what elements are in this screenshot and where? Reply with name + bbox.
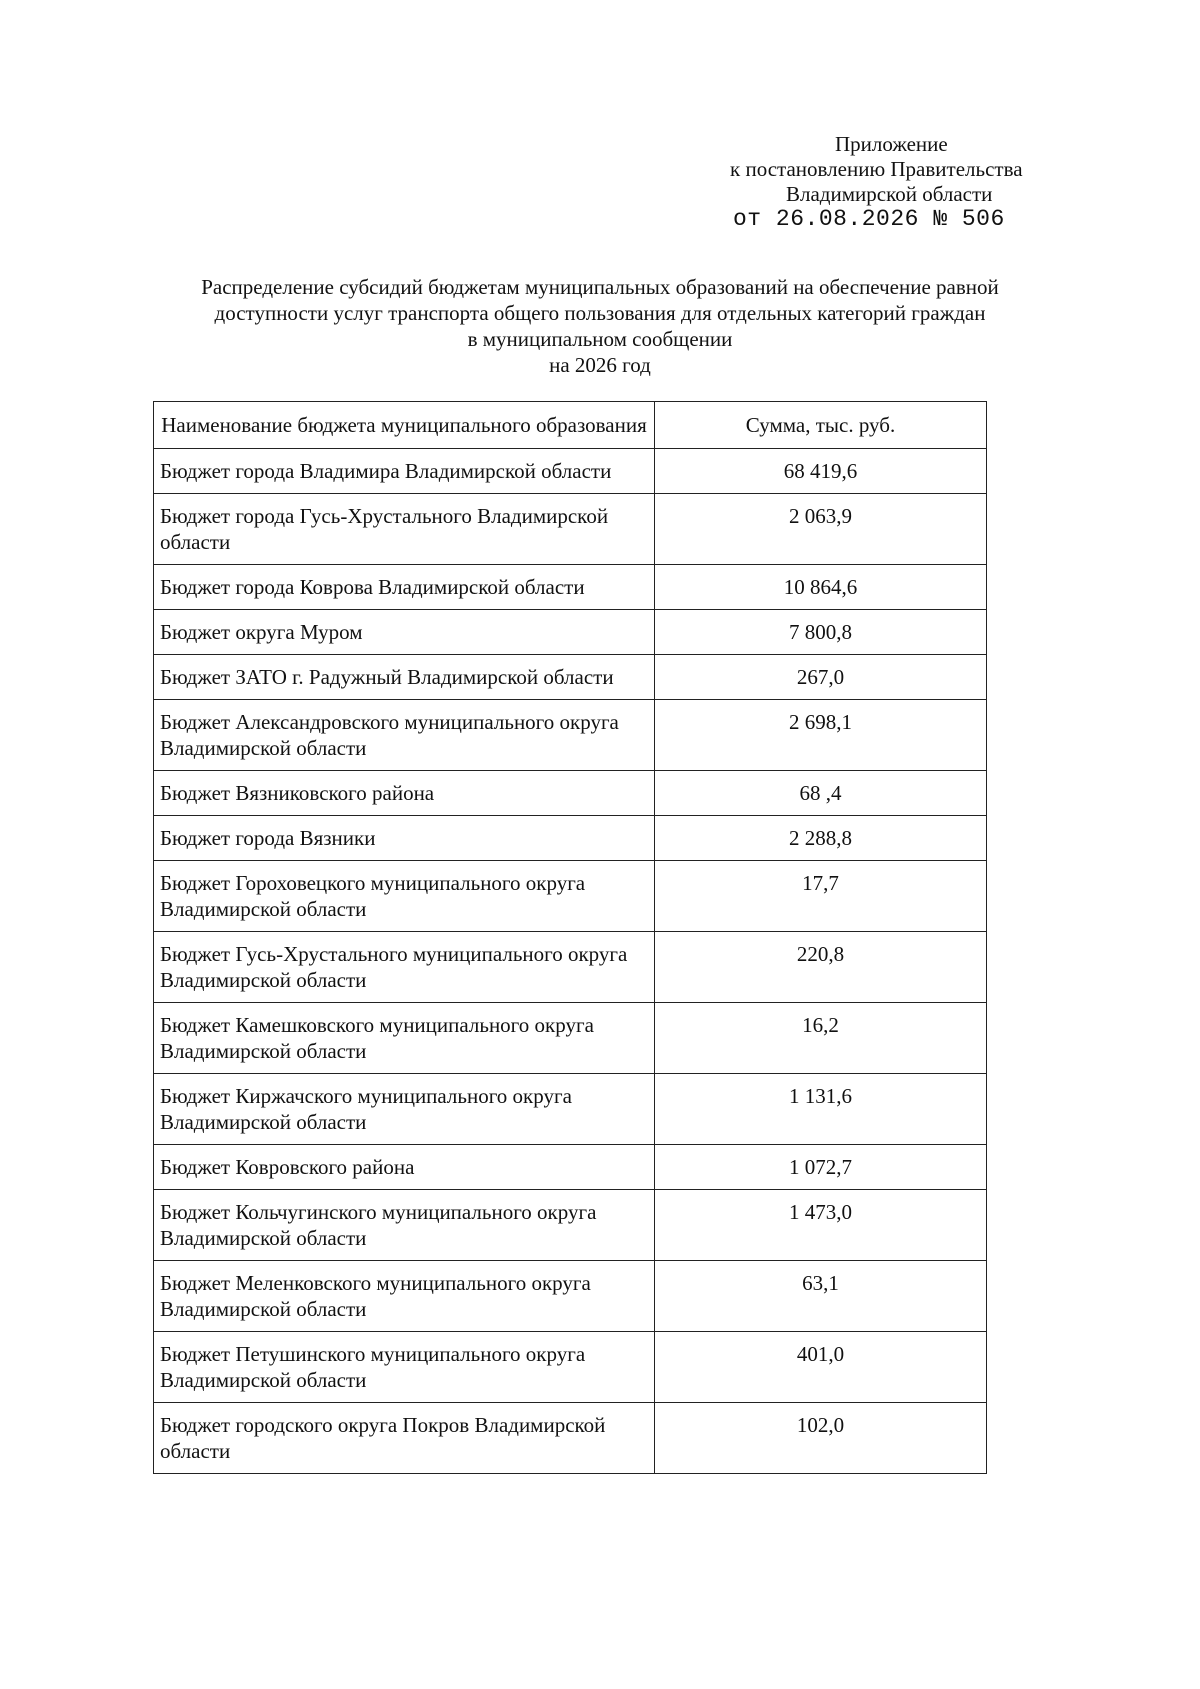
table-row <box>154 565 987 610</box>
table-row <box>154 1403 987 1474</box>
table-row <box>154 1190 987 1261</box>
header-name: Наименование бюджета муниципального образования <box>154 402 655 449</box>
row-amount: 10 864,6 <box>655 565 987 610</box>
table-row <box>154 610 987 655</box>
table-row <box>154 1332 987 1403</box>
row-amount: 16,2 <box>655 1003 987 1074</box>
row-amount: 2 698,1 <box>655 700 987 771</box>
table-row <box>154 932 987 1003</box>
row-amount: 401,0 <box>655 1332 987 1403</box>
document-date-number: от 26.08.2026 № 506 <box>733 206 1005 232</box>
row-amount: 2 063,9 <box>655 494 987 565</box>
row-name: Бюджет Вязниковского района <box>154 771 655 816</box>
row-name: Бюджет города Коврова Владимирской области <box>154 565 655 610</box>
row-amount: 2 288,8 <box>655 816 987 861</box>
row-amount: 17,7 <box>655 861 987 932</box>
title-line-2: доступности услуг транспорта общего пользования для отдельных категорий граждан <box>214 301 986 325</box>
row-name: Бюджет ЗАТО г. Радужный Владимирской области <box>154 655 655 700</box>
table-row <box>154 700 987 771</box>
table-row <box>154 449 987 494</box>
row-name: Бюджет Петушинского муниципального округа Владимирской области <box>154 1332 655 1403</box>
table-row <box>154 816 987 861</box>
row-name: Бюджет Камешковского муниципального округа Владимирской области <box>154 1003 655 1074</box>
row-name: Бюджет города Гусь-Хрустального Владимирской области <box>154 494 655 565</box>
row-amount: 7 800,8 <box>655 610 987 655</box>
row-name: Бюджет города Владимира Владимирской области <box>154 449 655 494</box>
title-line-3: в муниципальном сообщении <box>467 327 733 351</box>
title-line-1: Распределение субсидий бюджетам муниципальных образований на обеспечение равной <box>201 275 999 299</box>
row-amount: 1 072,7 <box>655 1145 987 1190</box>
row-amount: 1 131,6 <box>655 1074 987 1145</box>
title-line-4: на 2026 год <box>549 353 651 377</box>
row-name: Бюджет городского округа Покров Владимирской области <box>154 1403 655 1474</box>
table-row <box>154 1074 987 1145</box>
table-row <box>154 1145 987 1190</box>
row-name: Бюджет Меленковского муниципального округа Владимирской области <box>154 1261 655 1332</box>
row-name: Бюджет Киржачского муниципального округа Владимирской области <box>154 1074 655 1145</box>
row-amount: 1 473,0 <box>655 1190 987 1261</box>
header-amount: Сумма, тыс. руб. <box>655 402 987 449</box>
appendix-region: Владимирской области <box>786 182 993 206</box>
table-row <box>154 494 987 565</box>
subsidies-table <box>153 401 987 1474</box>
table-row <box>154 1003 987 1074</box>
row-amount: 63,1 <box>655 1261 987 1332</box>
row-name: Бюджет Кольчугинского муниципального округа Владимирской области <box>154 1190 655 1261</box>
row-name: Бюджет Ковровского района <box>154 1145 655 1190</box>
table-row <box>154 1261 987 1332</box>
row-name: Бюджет Гусь-Хрустального муниципального округа Владимирской области <box>154 932 655 1003</box>
table-row <box>154 861 987 932</box>
row-amount: 102,0 <box>655 1403 987 1474</box>
document-title <box>150 274 1050 378</box>
row-name: Бюджет города Вязники <box>154 816 655 861</box>
table-header-row <box>154 402 987 449</box>
row-name: Бюджет округа Муром <box>154 610 655 655</box>
row-amount: 68 419,6 <box>655 449 987 494</box>
row-name: Бюджет Гороховецкого муниципального округа Владимирской области <box>154 861 655 932</box>
table-row <box>154 655 987 700</box>
appendix-resolution-ref: к постановлению Правительства <box>730 157 1023 181</box>
row-amount: 68 ,4 <box>655 771 987 816</box>
row-amount: 220,8 <box>655 932 987 1003</box>
row-amount: 267,0 <box>655 655 987 700</box>
table-row <box>154 771 987 816</box>
row-name: Бюджет Александровского муниципального округа Владимирской области <box>154 700 655 771</box>
appendix-block <box>730 132 1150 207</box>
appendix-label: Приложение <box>835 132 948 156</box>
